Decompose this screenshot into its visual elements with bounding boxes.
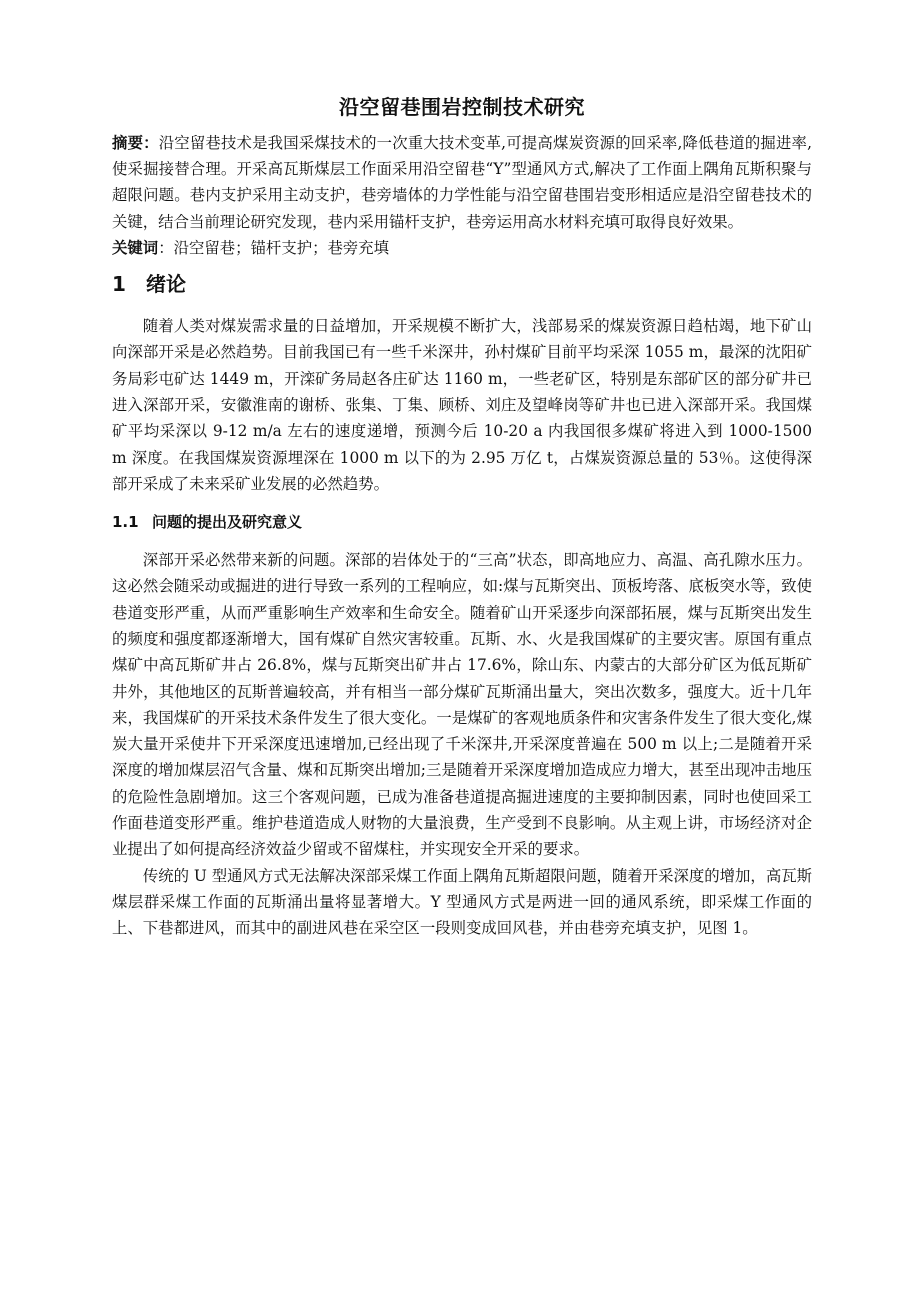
- subsection-title: 问题的提出及研究意义: [152, 513, 303, 532]
- abstract-label: 摘要：: [112, 134, 159, 152]
- keywords-text: ：沿空留巷；锚杆支护；巷旁充填: [158, 238, 390, 257]
- abstract-text: 沿空留巷技术是我国采煤技术的一次重大技术变革,可提高煤炭资源的回采率,降低巷道的掘进率,使采掘接替合理。开采高瓦斯煤层工作面采用沿空留巷“Y”型通风方式,解决了工作面上隅角瓦斯积聚与超限问题。巷内支护采用主动支护，巷旁墙体的力学性能与沿空留巷围岩变形相适应是沿空留巷技术的关键，结合当前理论研究发现，巷内采用锚杆支护，巷旁运用高水材料充填可取得良好效果。: [112, 134, 812, 231]
- subsection-heading: [112, 509, 812, 535]
- section-title: 绪论: [146, 272, 186, 297]
- subsection-paragraph-2: 传统的 U 型通风方式无法解决深部采煤工作面上隅角瓦斯超限问题，随着开采深度的增加，高瓦斯煤层群采煤工作面的瓦斯涌出量将显著增大。Y 型通风方式是两进一回的通风系统，即采煤工作面的上、下巷都进风，而其中的副进风巷在采空区一段则变成回风巷，并由巷旁充填支护，见图 1。: [112, 866, 812, 938]
- section-heading: [112, 267, 812, 301]
- document-page: [112, 92, 812, 942]
- section-number: 1: [112, 272, 126, 297]
- abstract: [112, 130, 812, 235]
- section-paragraph: 随着人类对煤炭需求量的日益增加，开采规模不断扩大，浅部易采的煤炭资源日趋枯竭，地下矿山向深部开采是必然趋势。目前我国已有一些千米深井，孙村煤矿目前平均采深 1055 m，最深的沈阳矿务局彩屯矿达 1449 m，开滦矿务局赵各庄矿达 1160 m，一些老矿区，特别是东部矿区的部分矿井已进入深部开采，安徽淮南的谢桥、张集、丁集、顾桥、刘庄及望峰岗等矿井也已进入深部开采。我国煤矿平均采深以 9-12 m/a 左右的速度递增，预测今后 10-20 a 内我国很多煤矿将进入到 1000-1500 m 深度。在我国煤炭资源埋深在 1000 m 以下的为 2.95 万亿 t，占煤炭资源总量的 53％。这使得深部开采成了未来采矿业发展的必然趋势。: [112, 317, 812, 493]
- keywords: [112, 235, 812, 261]
- subsection-paragraph-1: 深部开采必然带来新的问题。深部的岩体处于的“三高”状态，即高地应力、高温、高孔隙水压力。这必然会随采动或掘进的进行导致一系列的工程响应，如:煤与瓦斯突出、顶板垮落、底板突水等，致使巷道变形严重，从而严重影响生产效率和生命安全。随着矿山开采逐步向深部拓展，煤与瓦斯突出发生的频度和强度都逐渐增大，国有煤矿自然灾害较重。瓦斯、水、火是我国煤矿的主要灾害。原国有重点煤矿中高瓦斯矿井占 26.8%，煤与瓦斯突出矿井占 17.6%，除山东、内蒙古的大部分矿区为低瓦斯矿井外，其他地区的瓦斯普遍较高，并有相当一部分煤矿瓦斯涌出量大，突出次数多，强度大。近十几年来，我国煤矿的开采技术条件发生了很大变化。一是煤矿的客观地质条件和灾害条件发生了很大变化,煤炭大量开采使井下开采深度迅速增加,已经出现了千米深井,开采深度普遍在 500 m 以上;二是随着开采深度的增加煤层沼气含量、煤和瓦斯突出增加;三是随着开采深度增加造成应力增大，甚至出现冲击地压的危险性急剧增加。这三个客观问题，已成为准备巷道提高掘进速度的主要抑制因素，同时也使回采工作面巷道变形严重。维护巷道造成人财物的大量浪费，生产受到不良影响。从主观上讲，市场经济对企业提出了如何提高经济效益少留或不留煤柱，并实现安全开采的要求。: [112, 551, 812, 859]
- subsection-number: 1.1: [112, 513, 139, 532]
- keywords-label: 关键词: [112, 238, 159, 257]
- document-title: 沿空留巷围岩控制技术研究: [339, 95, 585, 119]
